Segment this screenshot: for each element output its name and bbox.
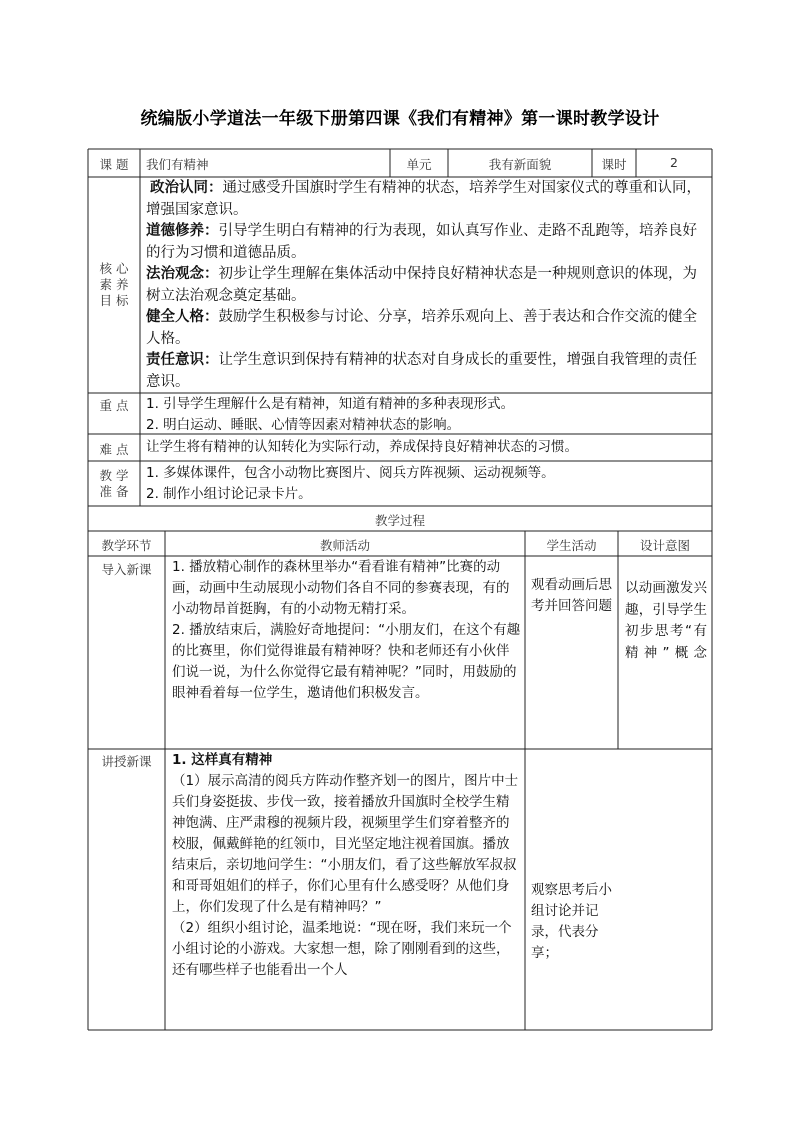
column-header: 教学环节 <box>101 538 152 553</box>
goal-item <box>146 264 708 307</box>
core-goals-label: 核 心 素 养 目 标 <box>99 261 129 308</box>
goal-item <box>146 178 708 221</box>
topic-label: 课 题 <box>99 157 129 172</box>
topic-value: 我们有精神 <box>146 157 209 172</box>
goal-name: 健全人格： <box>146 309 219 325</box>
teacher-activity: 1. 播放精心制作的森林里举办“看看谁有精神”比赛的动画，动画中生动展现小动物们各自不同的参赛表现，有的小动物昂首挺胸，有的小动物无精打采。 2. 播放结束后，满脸好奇地提问：“小朋友们，在这个有趣的比赛里，你们觉得谁最有精神呀？快和老师还有小伙伴们说一说，为什么你觉得它最有精神呢？”同时，用鼓励的眼神看着每一位学生，邀请他们积极发言。 <box>172 559 521 701</box>
goal-text: 初步让学生理解在集体活动中保持良好精神状态是一种规则意识的体现，为树立法治观念奠定基础。 <box>146 266 697 304</box>
goal-text: 通过感受升国旗时学生有精神的状态，培养学生对国家仪式的尊重和认同，增强国家意识。 <box>146 180 701 218</box>
design-intent: 以动画激发兴趣，引导学生初步思考“有精神”概念 <box>625 580 707 661</box>
stage-cell: 讲授新课 <box>101 754 152 769</box>
key-points-list <box>146 394 708 435</box>
page-title: 统编版小学道法一年级下册第四课《我们有精神》第一课时教学设计 <box>140 109 660 129</box>
column-header: 设计意图 <box>639 538 690 553</box>
goal-text: 引导学生明白有精神的行为表现，如认真写作业、走路不乱跑等，培养良好的行为习惯和道德品质。 <box>146 223 697 261</box>
difficulty-text: 让学生将有精神的认知转化为实际行动，养成保持良好精神状态的习惯。 <box>146 439 578 455</box>
goal-text: 鼓励学生积极参与讨论、分享，培养乐观向上、善于表达和合作交流的健全人格。 <box>146 309 697 347</box>
hours-label: 课时 <box>601 157 627 172</box>
goal-item <box>146 350 708 392</box>
hours-value: 2 <box>670 155 678 170</box>
list-item: 1. 多媒体课件，包含小动物比赛图片、阅兵方阵视频、运动视频等。 <box>146 465 555 481</box>
goal-name: 政治认同： <box>150 180 223 196</box>
unit-value: 我有新面貌 <box>488 157 552 172</box>
preparation-label: 教 学 准 备 <box>99 467 129 499</box>
goal-item <box>146 221 708 264</box>
list-item: 1. 引导学生理解什么是有精神，知道有精神的多种表现形式。 <box>146 396 515 412</box>
goal-item <box>146 307 708 350</box>
key-points-label: 重 点 <box>99 398 129 413</box>
teacher-activity: 1. 这样真有精神 （1）展示高清的阅兵方阵动作整齐划一的图片，图片中士兵们身姿挺拔、步伐一致，接着播放升国旗时全校学生精神饱满、庄严肃穆的视频片段，视频里学生们穿着整齐的校服，佩戴鲜艳的红领巾，目光坚定地注视着国旗。播放结束后，亲切地问学生：“小朋友们，看了这些解放军叔叔和哥哥姐姐们的样子，你们心里有什么感受呀？从他们身上，你们发现了什么是有精神吗？” （2）组织小组讨论，温柔地说：“现在呀，我们来玩一个小组讨论的小游戏。大家想一想，除了刚刚看到的这些，还有哪些样子也能看出一个人 <box>172 752 519 978</box>
column-header: 学生活动 <box>546 538 597 553</box>
core-goals-list <box>146 178 708 392</box>
difficulty-label: 难 点 <box>99 442 129 457</box>
list-item: 2. 明白运动、睡眠、心情等因素对精神状态的影响。 <box>146 416 461 433</box>
student-activity: 观看动画后思考并回答问题 <box>531 577 612 614</box>
student-activity: 观察思考后小组讨论并记录，代表分享； <box>531 882 612 961</box>
goal-text: 让学生意识到保持有精神的状态对自身成长的重要性，增强自我管理的责任意识。 <box>146 352 697 390</box>
goal-name: 道德修养： <box>146 223 219 239</box>
unit-label: 单元 <box>406 157 432 172</box>
column-header: 教师活动 <box>319 538 370 553</box>
goal-name: 法治观念： <box>146 266 219 282</box>
stage-cell: 导入新课 <box>101 562 152 577</box>
process-header: 教学过程 <box>374 513 425 528</box>
goal-name: 责任意识： <box>146 352 219 368</box>
list-item: 2. 制作小组讨论记录卡片。 <box>146 485 312 502</box>
preparation-list <box>146 463 708 504</box>
